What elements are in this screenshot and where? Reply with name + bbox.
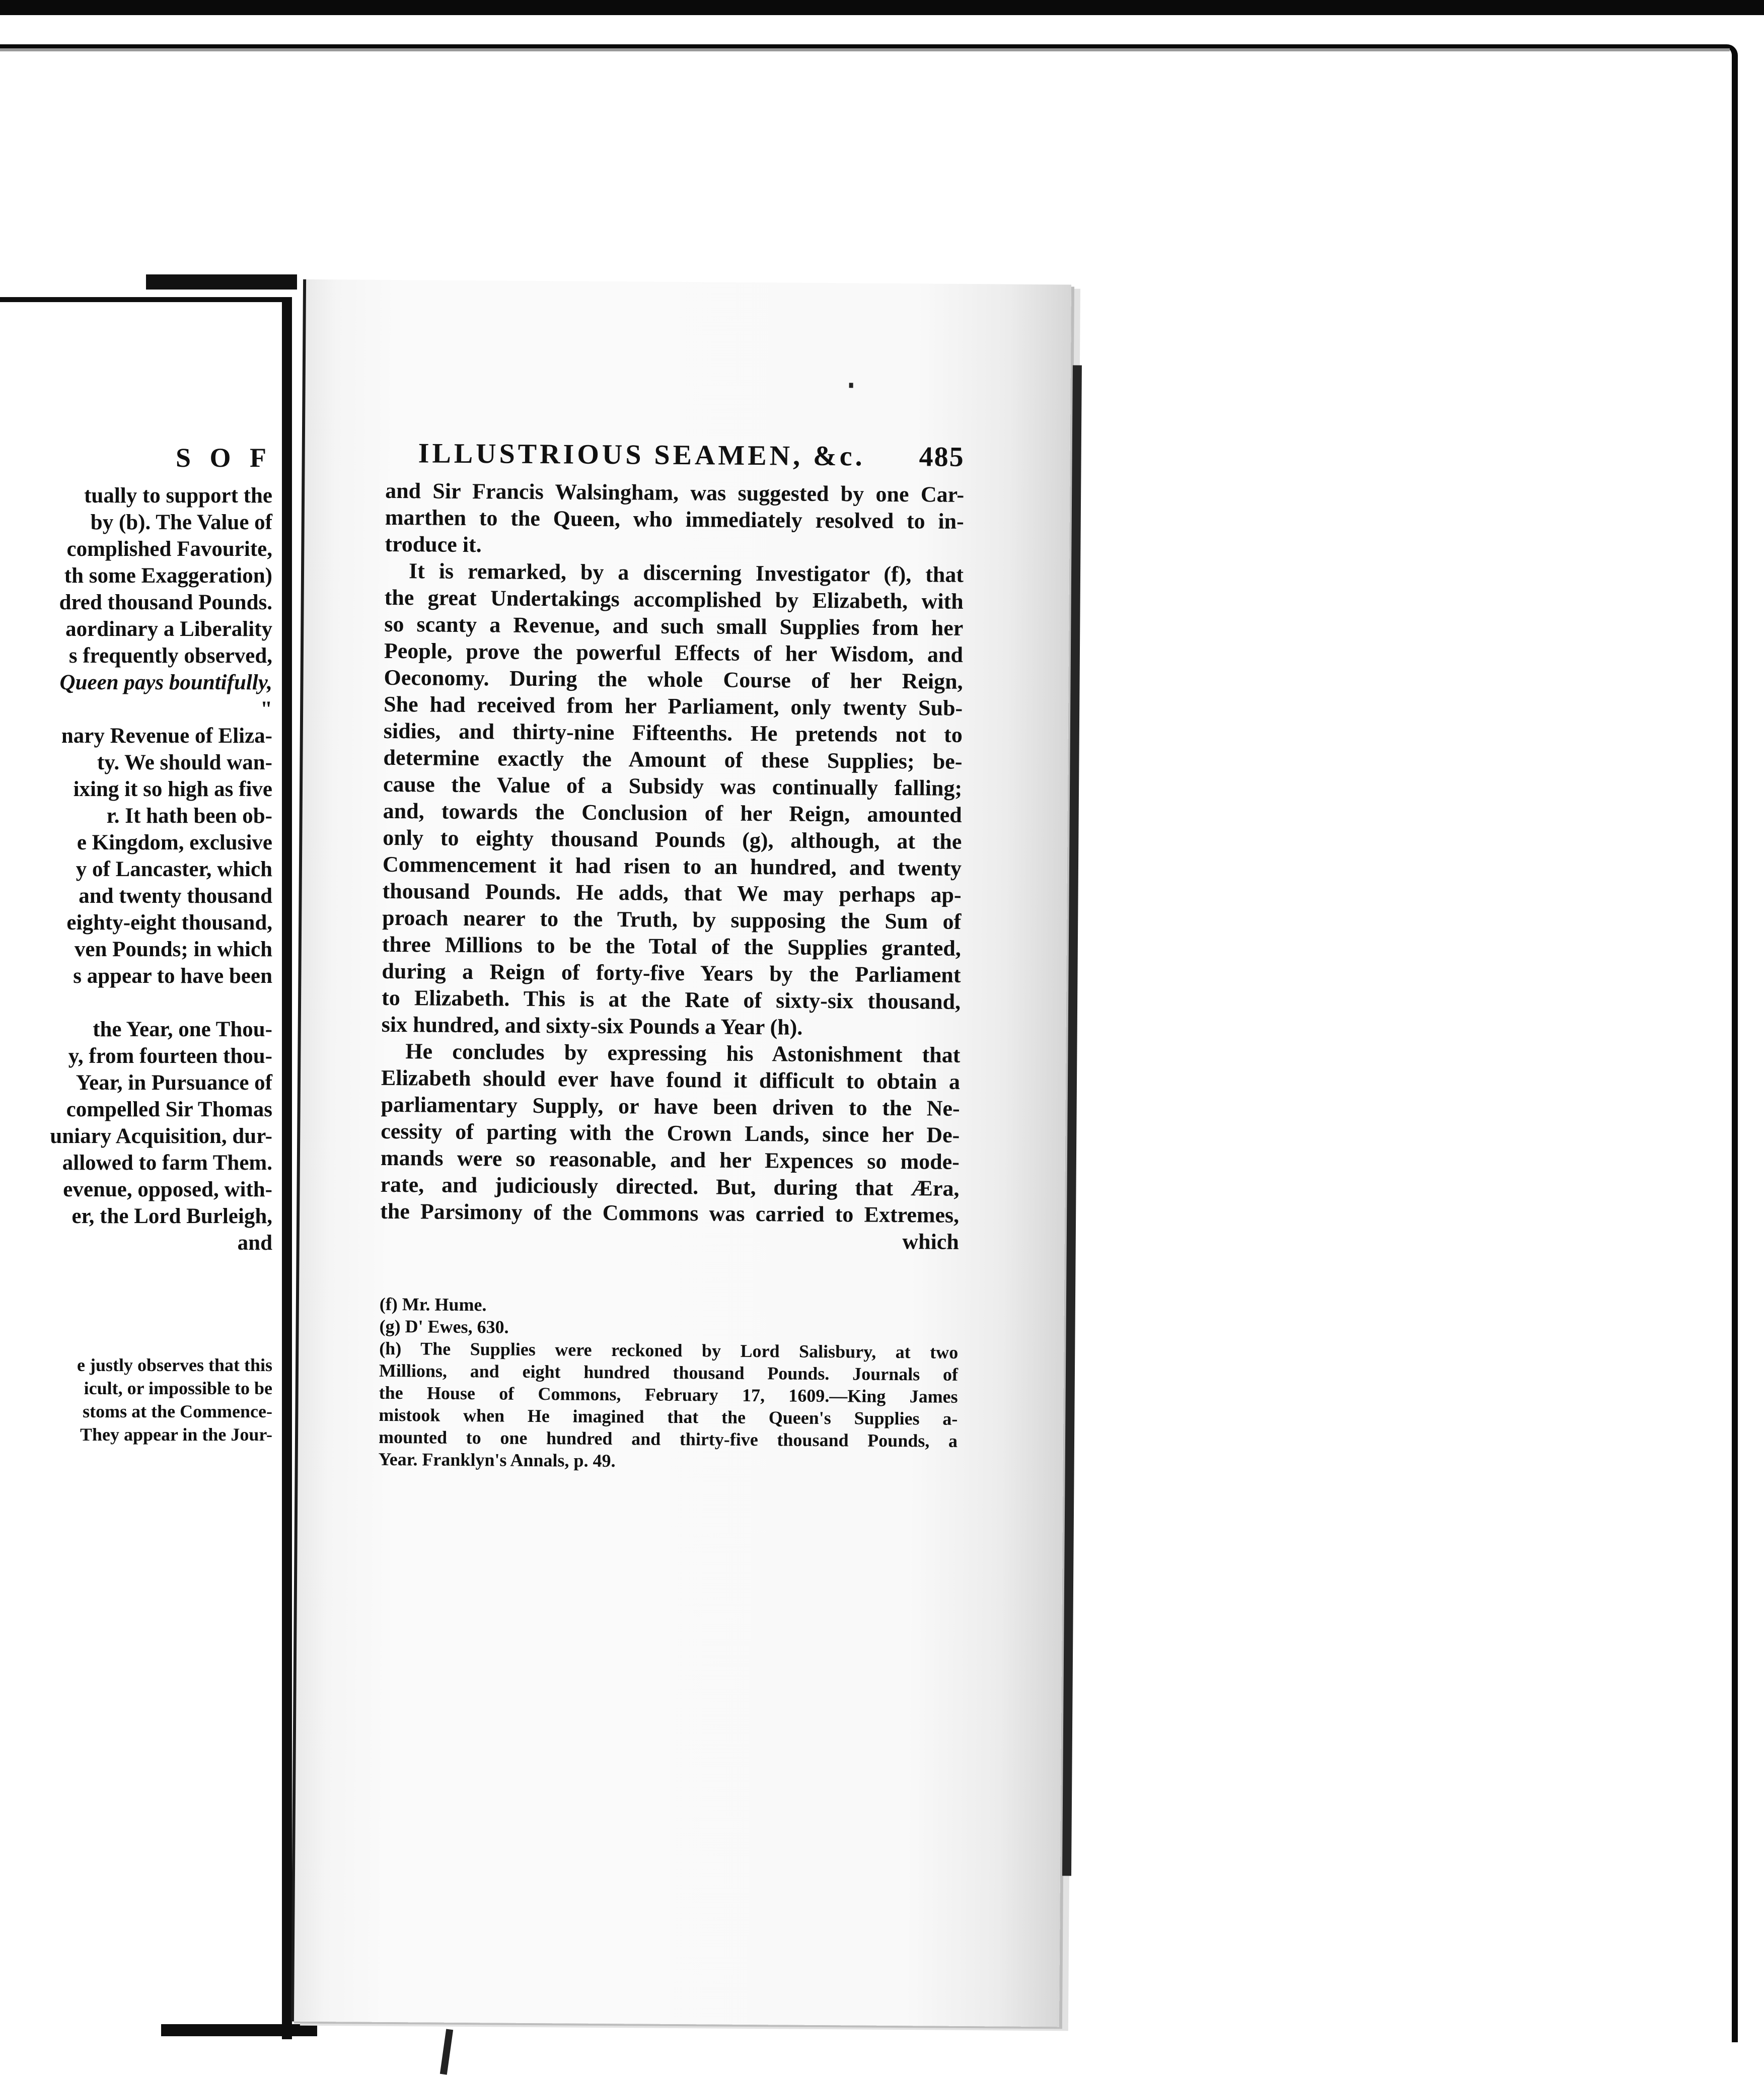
left-line: nary Revenue of Eliza- bbox=[61, 724, 272, 748]
scanner-top-band bbox=[0, 0, 1764, 15]
left-line: allowed to farm Them. bbox=[62, 1151, 272, 1175]
running-head bbox=[418, 437, 964, 476]
body-line: Commencement it had risen to an hundred, and twenty bbox=[382, 851, 962, 881]
left-line bbox=[50, 989, 272, 1016]
book-spine bbox=[282, 297, 292, 2039]
body-line: and Sir Francis Walsingham, was suggested by one Car- bbox=[385, 478, 965, 507]
body-line: marthen to the Queen, who immediately resolved to in- bbox=[385, 505, 964, 534]
body-line: troduce it. bbox=[385, 531, 482, 557]
body-line: so scanty a Revenue, and such small Supplies from her bbox=[384, 611, 964, 640]
footnote-h: (h) The Supplies were reckoned by Lord Salisbury, at two bbox=[379, 1338, 959, 1363]
left-body-text bbox=[50, 482, 272, 1256]
left-line: Year, in Pursuance of bbox=[76, 1071, 272, 1095]
spine-top-edge bbox=[146, 274, 297, 290]
footnote-h-line: Year. Franklyn's Annals, p. 49. bbox=[378, 1449, 616, 1471]
left-line: by (b). The Value of bbox=[90, 511, 272, 534]
body-line: Oeconomy. During the whole Course of her Reign, bbox=[384, 665, 963, 694]
body-line: mands were so reasonable, and her Expences so mode- bbox=[380, 1145, 960, 1174]
left-line: dred thousand Pounds. bbox=[59, 591, 272, 614]
running-head-title: ILLUSTRIOUS SEAMEN, &c. bbox=[418, 438, 865, 472]
left-line: y, from fourteen thou- bbox=[68, 1044, 272, 1068]
body-line: determine exactly the Amount of these Supplies; be- bbox=[383, 745, 963, 774]
body-line: the Parsimony of the Commons was carried to Extremes, bbox=[380, 1198, 960, 1228]
left-footnote-line: icult, or impossible to be bbox=[84, 1378, 272, 1398]
scan-frame-shadow bbox=[0, 48, 1730, 51]
left-line: evenue, opposed, with- bbox=[63, 1178, 272, 1201]
body-line: only to eighty thousand Pounds (g), although, at the bbox=[383, 825, 962, 854]
left-line: eighty-eight thousand, bbox=[66, 911, 272, 935]
body-line: six hundred, and sixty-six Pounds a Year (h). bbox=[381, 1012, 803, 1040]
footnote-h-line: mistook when He imagined that the Queen's Supplies a- bbox=[379, 1404, 958, 1429]
body-line: cessity of parting with the Crown Lands, since her De- bbox=[381, 1118, 960, 1148]
footnote-h-line: the House of Commons, February 17, 1609.—King James bbox=[379, 1382, 958, 1407]
left-line: and twenty thousand bbox=[79, 884, 272, 908]
left-footnotes bbox=[77, 1353, 272, 1446]
footnote-f: (f) Mr. Hume. bbox=[379, 1294, 487, 1315]
left-line: complished Favourite, bbox=[66, 537, 272, 561]
body-line: proach nearer to the Truth, by supposing the Sum of bbox=[382, 905, 962, 934]
left-line: er, the Lord Burleigh, bbox=[71, 1204, 272, 1228]
left-line: tually to support the bbox=[84, 484, 272, 508]
left-line: ixing it so high as five bbox=[73, 777, 272, 801]
body-line: to Elizabeth. This is at the Rate of sixty-six thousand, bbox=[381, 985, 961, 1014]
body-line: the great Undertakings accomplished by Elizabeth, with bbox=[384, 585, 964, 614]
body-line: It is remarked, by a discerning Investigator (f), that bbox=[408, 558, 964, 587]
left-footnote-line: e justly observes that this bbox=[77, 1355, 272, 1375]
left-line: s frequently observed, bbox=[68, 644, 272, 668]
left-line: the Year, one Thou- bbox=[93, 1018, 272, 1041]
left-line: and bbox=[237, 1231, 272, 1255]
left-page bbox=[0, 297, 295, 2009]
body-line: He concludes by expressing his Astonishment that bbox=[405, 1039, 961, 1067]
catchword: which bbox=[902, 1229, 959, 1254]
body-line: parliamentary Supply, or have been driven to the Ne- bbox=[381, 1092, 960, 1121]
left-line: s appear to have been bbox=[73, 964, 272, 988]
body-line: thousand Pounds. He adds, that We may perhaps ap- bbox=[382, 878, 962, 907]
page-speck bbox=[849, 383, 853, 388]
left-line: ty. We should wan- bbox=[97, 751, 272, 774]
body-line: rate, and judiciously directed. But, during that Æra, bbox=[380, 1172, 960, 1201]
spine-bottom-edge bbox=[161, 2024, 317, 2036]
footnote-h-line: mounted to one hundred and thirty-five thousand Pounds, a bbox=[378, 1426, 958, 1451]
left-footnote-line: They appear in the Jour- bbox=[80, 1424, 272, 1445]
left-footnote-line: stoms at the Commence- bbox=[83, 1401, 272, 1421]
body-line: cause the Value of a Subsidy was continually falling; bbox=[383, 771, 963, 801]
footnote-h-line: Millions, and eight hundred thousand Pounds. Journals of bbox=[379, 1360, 959, 1385]
left-page-top-edge bbox=[0, 297, 287, 302]
body-line: Elizabeth should ever have found it difficult to obtain a bbox=[381, 1065, 961, 1094]
body-line: during a Reign of forty-five Years by the Parliament bbox=[382, 958, 961, 987]
body-line: three Millions to be the Total of the Supplies granted, bbox=[382, 932, 962, 961]
left-line: ven Pounds; in which bbox=[74, 938, 272, 961]
left-line: aordinary a Liberality bbox=[65, 617, 272, 641]
left-line: " bbox=[260, 697, 272, 721]
left-line: e Kingdom, exclusive bbox=[77, 831, 272, 854]
body-line: and, towards the Conclusion of her Reign, amounted bbox=[383, 798, 962, 827]
left-line: r. It hath been ob- bbox=[106, 804, 272, 828]
left-line: compelled Sir Thomas bbox=[66, 1098, 272, 1121]
body-text bbox=[380, 477, 965, 1255]
page-number: 485 bbox=[919, 441, 965, 473]
left-running-head: S O F bbox=[175, 443, 272, 473]
left-line: uniary Acquisition, dur- bbox=[50, 1124, 272, 1148]
body-line: She had received from her Parliament, only twenty Sub- bbox=[384, 691, 963, 721]
body-line: sidies, and thirty-nine Fifteenths. He pretends not to bbox=[383, 718, 963, 747]
footnotes bbox=[379, 1293, 959, 1474]
footnote-g: (g) D' Ewes, 630. bbox=[379, 1316, 509, 1337]
body-line: People, prove the powerful Effects of her Wisdom, and bbox=[384, 638, 964, 667]
left-line: Queen pays bountifully, bbox=[59, 671, 272, 694]
left-line: y of Lancaster, which bbox=[76, 857, 272, 881]
right-page bbox=[291, 279, 1071, 2027]
left-line: th some Exaggeration) bbox=[64, 564, 272, 588]
